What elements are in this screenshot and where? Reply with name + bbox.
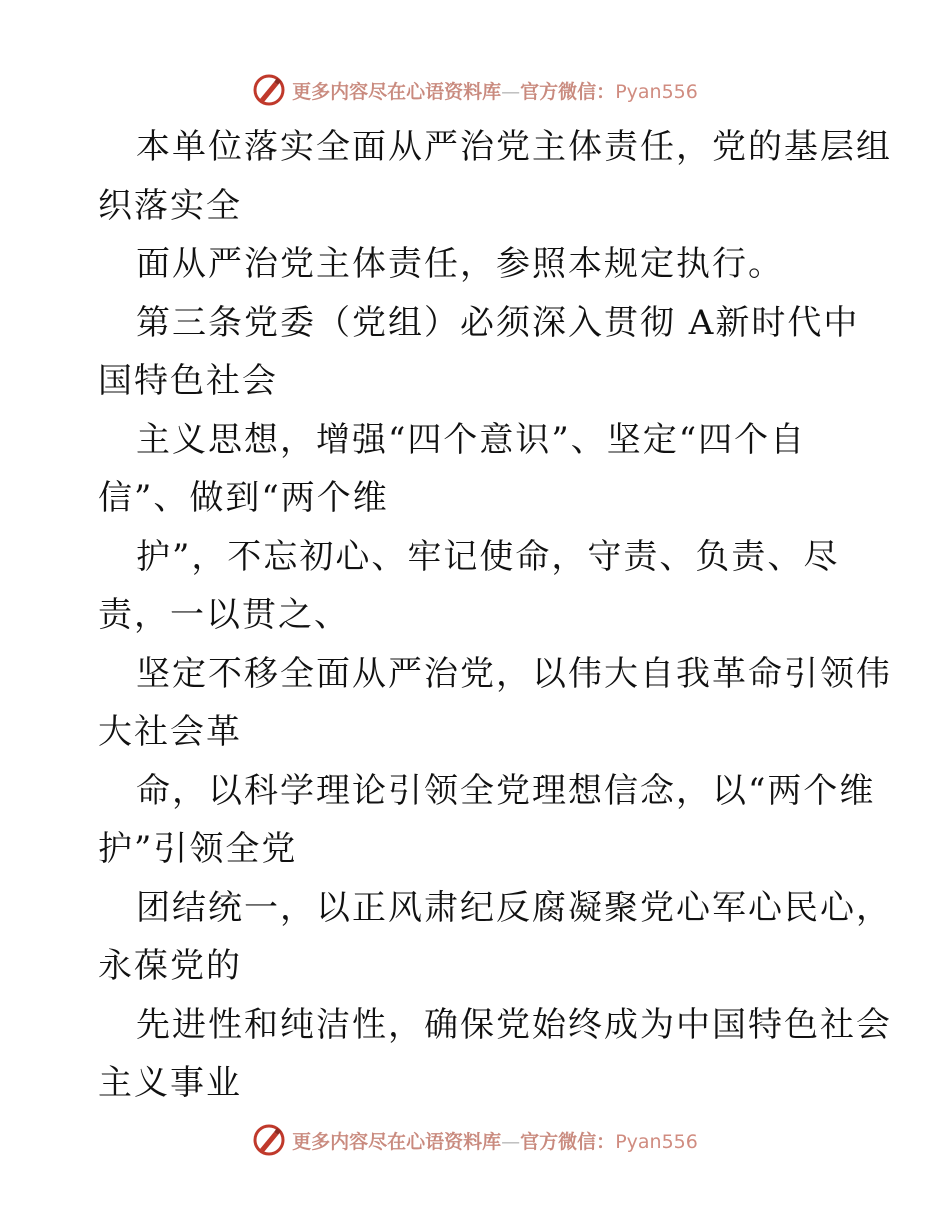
header-watermark — [0, 70, 950, 110]
text-line: 信”、做到“两个维 — [98, 478, 389, 518]
text-line: 责，一以贯之、 — [98, 595, 350, 635]
text-line: 坚定不移全面从严治党，以伟大自我革命引领伟 — [136, 653, 892, 694]
watermark-brand: 更多内容尽在心语资料库 — [292, 80, 502, 103]
text-line: 团结统一，以正风肃纪反腐凝聚党心军心民心， — [136, 887, 892, 928]
text-line: 先进性和纯洁性，确保党始终成为中国特色社会 — [136, 1004, 892, 1045]
watermark-contact: 官方微信： — [520, 80, 616, 103]
pen-logo-icon — [252, 1123, 286, 1157]
text-line: 护”，不忘初心、牢记使命，守责、负责、尽 — [136, 536, 840, 577]
watermark-brand: 更多内容尽在心语资料库 — [292, 1130, 502, 1153]
watermark-contact: 官方微信： — [520, 1130, 616, 1153]
document-body — [98, 118, 892, 1113]
text-line: 织落实全 — [98, 185, 242, 226]
watermark-separator: — — [501, 80, 521, 103]
text-line: 永葆党的 — [98, 946, 242, 986]
pen-logo-icon — [252, 73, 286, 107]
watermark-text — [292, 77, 698, 104]
watermark-text — [292, 1127, 698, 1154]
watermark-id: Pyan556 — [615, 1130, 698, 1153]
text-line: 国特色社会 — [98, 361, 278, 401]
watermark-separator: — — [501, 1130, 521, 1153]
text-line: 主义思想，增强“四个意识”、坚定“四个自 — [136, 419, 807, 460]
text-line: 本单位落实全面从严治党主体责任，党的基层组 — [136, 127, 892, 167]
text-line: 面从严治党主体责任，参照本规定执行。 — [136, 244, 784, 284]
watermark-id: Pyan556 — [615, 80, 698, 103]
text-line: 大社会革 — [98, 712, 242, 752]
footer-watermark — [0, 1120, 950, 1160]
text-line: 命，以科学理论引领全党理想信念，以“两个维 — [136, 770, 876, 811]
text-line: 护”引领全党 — [98, 829, 298, 869]
text-line: 主义事业 — [98, 1063, 242, 1103]
text-line: 第三条党委（党组）必须深入贯彻 A新时代中 — [136, 302, 860, 343]
